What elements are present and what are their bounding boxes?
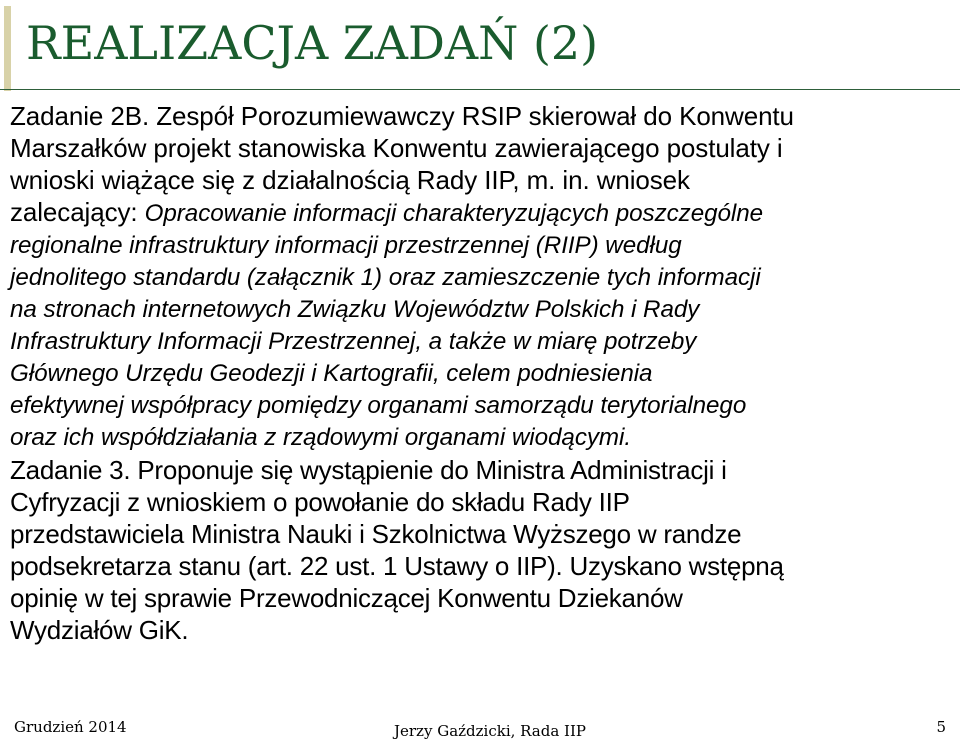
text-line: Zadanie 3. Proponuje się wystąpienie do Ministra Administracji i <box>10 455 727 485</box>
text-line: opinię w tej sprawie Przewodniczącej Konwentu Dziekanów <box>10 583 683 613</box>
quoted-recommendation-line: oraz ich współdziałania z rządowymi organami wiodącymi. <box>10 424 631 451</box>
quoted-recommendation-line: jednolitego standardu (załącznik 1) oraz zamieszczenie tych informacji <box>10 264 761 291</box>
footer-author: Jerzy Gaździcki, Rada IIP <box>394 722 586 740</box>
text-line: przedstawiciela Ministra Nauki i Szkolnictwa Wyższego w randze <box>10 519 742 549</box>
slide-footer <box>0 702 960 742</box>
text-run: zalecający: <box>10 197 145 227</box>
slide-body <box>10 100 960 646</box>
text-line: Wydziałów GiK. <box>10 615 189 645</box>
quoted-recommendation: Opracowanie informacji charakteryzujących poszczególne <box>144 200 764 227</box>
text-line: podsekretarza stanu (art. 22 ust. 1 Ustawy o IIP). Uzyskano wstępną <box>10 551 784 581</box>
page-number: 5 <box>936 718 946 736</box>
quoted-recommendation-line: na stronach internetowych Związku Województw Polskich i Rady <box>10 296 700 323</box>
quoted-recommendation-line: Głównego Urzędu Geodezji i Kartografii, celem podniesienia <box>10 360 653 387</box>
text-line: Zadanie 2B. Zespół Porozumiewawczy RSIP skierował do Konwentu <box>10 101 794 131</box>
footer-date: Grudzień 2014 <box>14 718 127 736</box>
quoted-recommendation-line: Infrastruktury Informacji Przestrzennej, a także w miarę potrzeby <box>10 328 697 355</box>
title-divider <box>0 89 960 90</box>
task-2b-paragraph <box>10 100 960 454</box>
slide-title: REALIZACJA ZADAŃ (2) <box>26 16 599 70</box>
task-3-paragraph <box>10 454 960 646</box>
title-accent-bar <box>4 6 11 91</box>
text-line <box>10 196 960 230</box>
text-line: Cyfryzacji z wnioskiem o powołanie do składu Rady IIP <box>10 487 630 517</box>
text-line: Marszałków projekt stanowiska Konwentu zawierającego postulaty i <box>10 133 783 163</box>
quoted-recommendation-line: efektywnej współpracy pomiędzy organami samorządu terytorialnego <box>10 392 747 419</box>
text-line: wnioski wiążące się z działalnością Rady IIP, m. in. wniosek <box>10 165 690 195</box>
quoted-recommendation-line: regionalne infrastruktury informacji przestrzennej (RIIP) według <box>10 232 682 259</box>
